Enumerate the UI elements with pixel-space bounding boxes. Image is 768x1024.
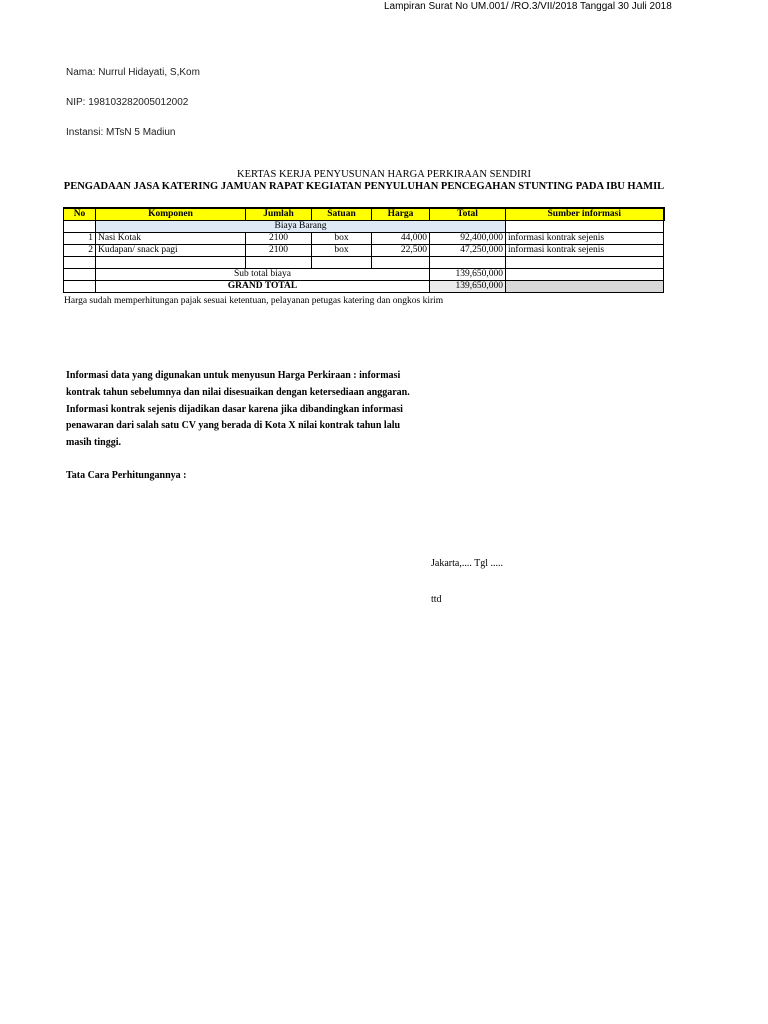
cell-satuan: box [312,233,372,245]
grandtotal-label: GRAND TOTAL [96,281,430,293]
empty-row [64,257,664,269]
signature-label: ttd [431,594,442,605]
header-no: No [64,208,96,221]
cell-komponen: Kudapan/ snack pagi [96,245,246,257]
grandtotal-value: 139,650,000 [430,281,506,293]
information-paragraph: Informasi data yang digunakan untuk menyusun Harga Perkiraan : informasi kontrak tahun sebelumnya dan nilai disesuaikan dengan ketersediaan anggaran. Informasi kontrak sejenis dijadikan dasar karena jika dibandingkan informasi penawaran dari salah satu CV yang berada di Kota X nilai kontrak tahun lalu masih tinggi. [66,370,410,449]
cell-komponen: Nasi Kotak [96,233,246,245]
header-harga: Harga [372,208,430,221]
subtotal-value: 139,650,000 [430,269,506,281]
section-label: Biaya Barang [96,221,506,233]
name-line: Nama: Nurrul Hidayati, S,Kom [66,67,200,78]
header-satuan: Satuan [312,208,372,221]
cell-jumlah: 2100 [246,233,312,245]
cell-sumber: informasi kontrak sejenis [506,233,664,245]
cell-total: 92,400,000 [430,233,506,245]
cell-harga: 22,500 [372,245,430,257]
cell-no: 2 [64,245,96,257]
cell-jumlah: 2100 [246,245,312,257]
header-jumlah: Jumlah [246,208,312,221]
subtotal-label: Sub total biaya [96,269,430,281]
document-title: KERTAS KERJA PENYUSUNAN HARGA PERKIRAAN SENDIRI [236,169,531,180]
price-note: Harga sudah memperhitungan pajak sesuai ketentuan, pelayanan petugas katering dan ongkos kirim [64,296,444,306]
header-total: Total [430,208,506,221]
cell-sumber: informasi kontrak sejenis [506,245,664,257]
institution-line: Instansi: MTsN 5 Madiun [66,127,176,138]
section-row [64,221,664,233]
subtotal-row [64,269,664,281]
calculation-method-heading: Tata Cara Perhitungannya : [66,470,187,481]
header-sumber: Sumber informasi [506,208,664,221]
nip-line: NIP: 198103282005012002 [66,97,189,108]
price-estimate-table [63,207,665,293]
table-row [64,245,664,257]
cell-no: 1 [64,233,96,245]
cell-satuan: box [312,245,372,257]
header-komponen: Komponen [96,208,246,221]
cell-total: 47,250,000 [430,245,506,257]
cell-harga: 44,000 [372,233,430,245]
grandtotal-row [64,281,664,293]
table-header-row [64,208,664,221]
place-date: Jakarta,.... Tgl ..... [431,558,504,569]
table-row [64,233,664,245]
document-subtitle: PENGADAAN JASA KATERING JAMUAN RAPAT KEGIATAN PENYULUHAN PENCEGAHAN STUNTING PADA IBU HAMIL [63,181,665,192]
attachment-reference: Lampiran Surat No UM.001/ /RO.3/VII/2018 Tanggal 30 Juli 2018 [384,1,672,12]
